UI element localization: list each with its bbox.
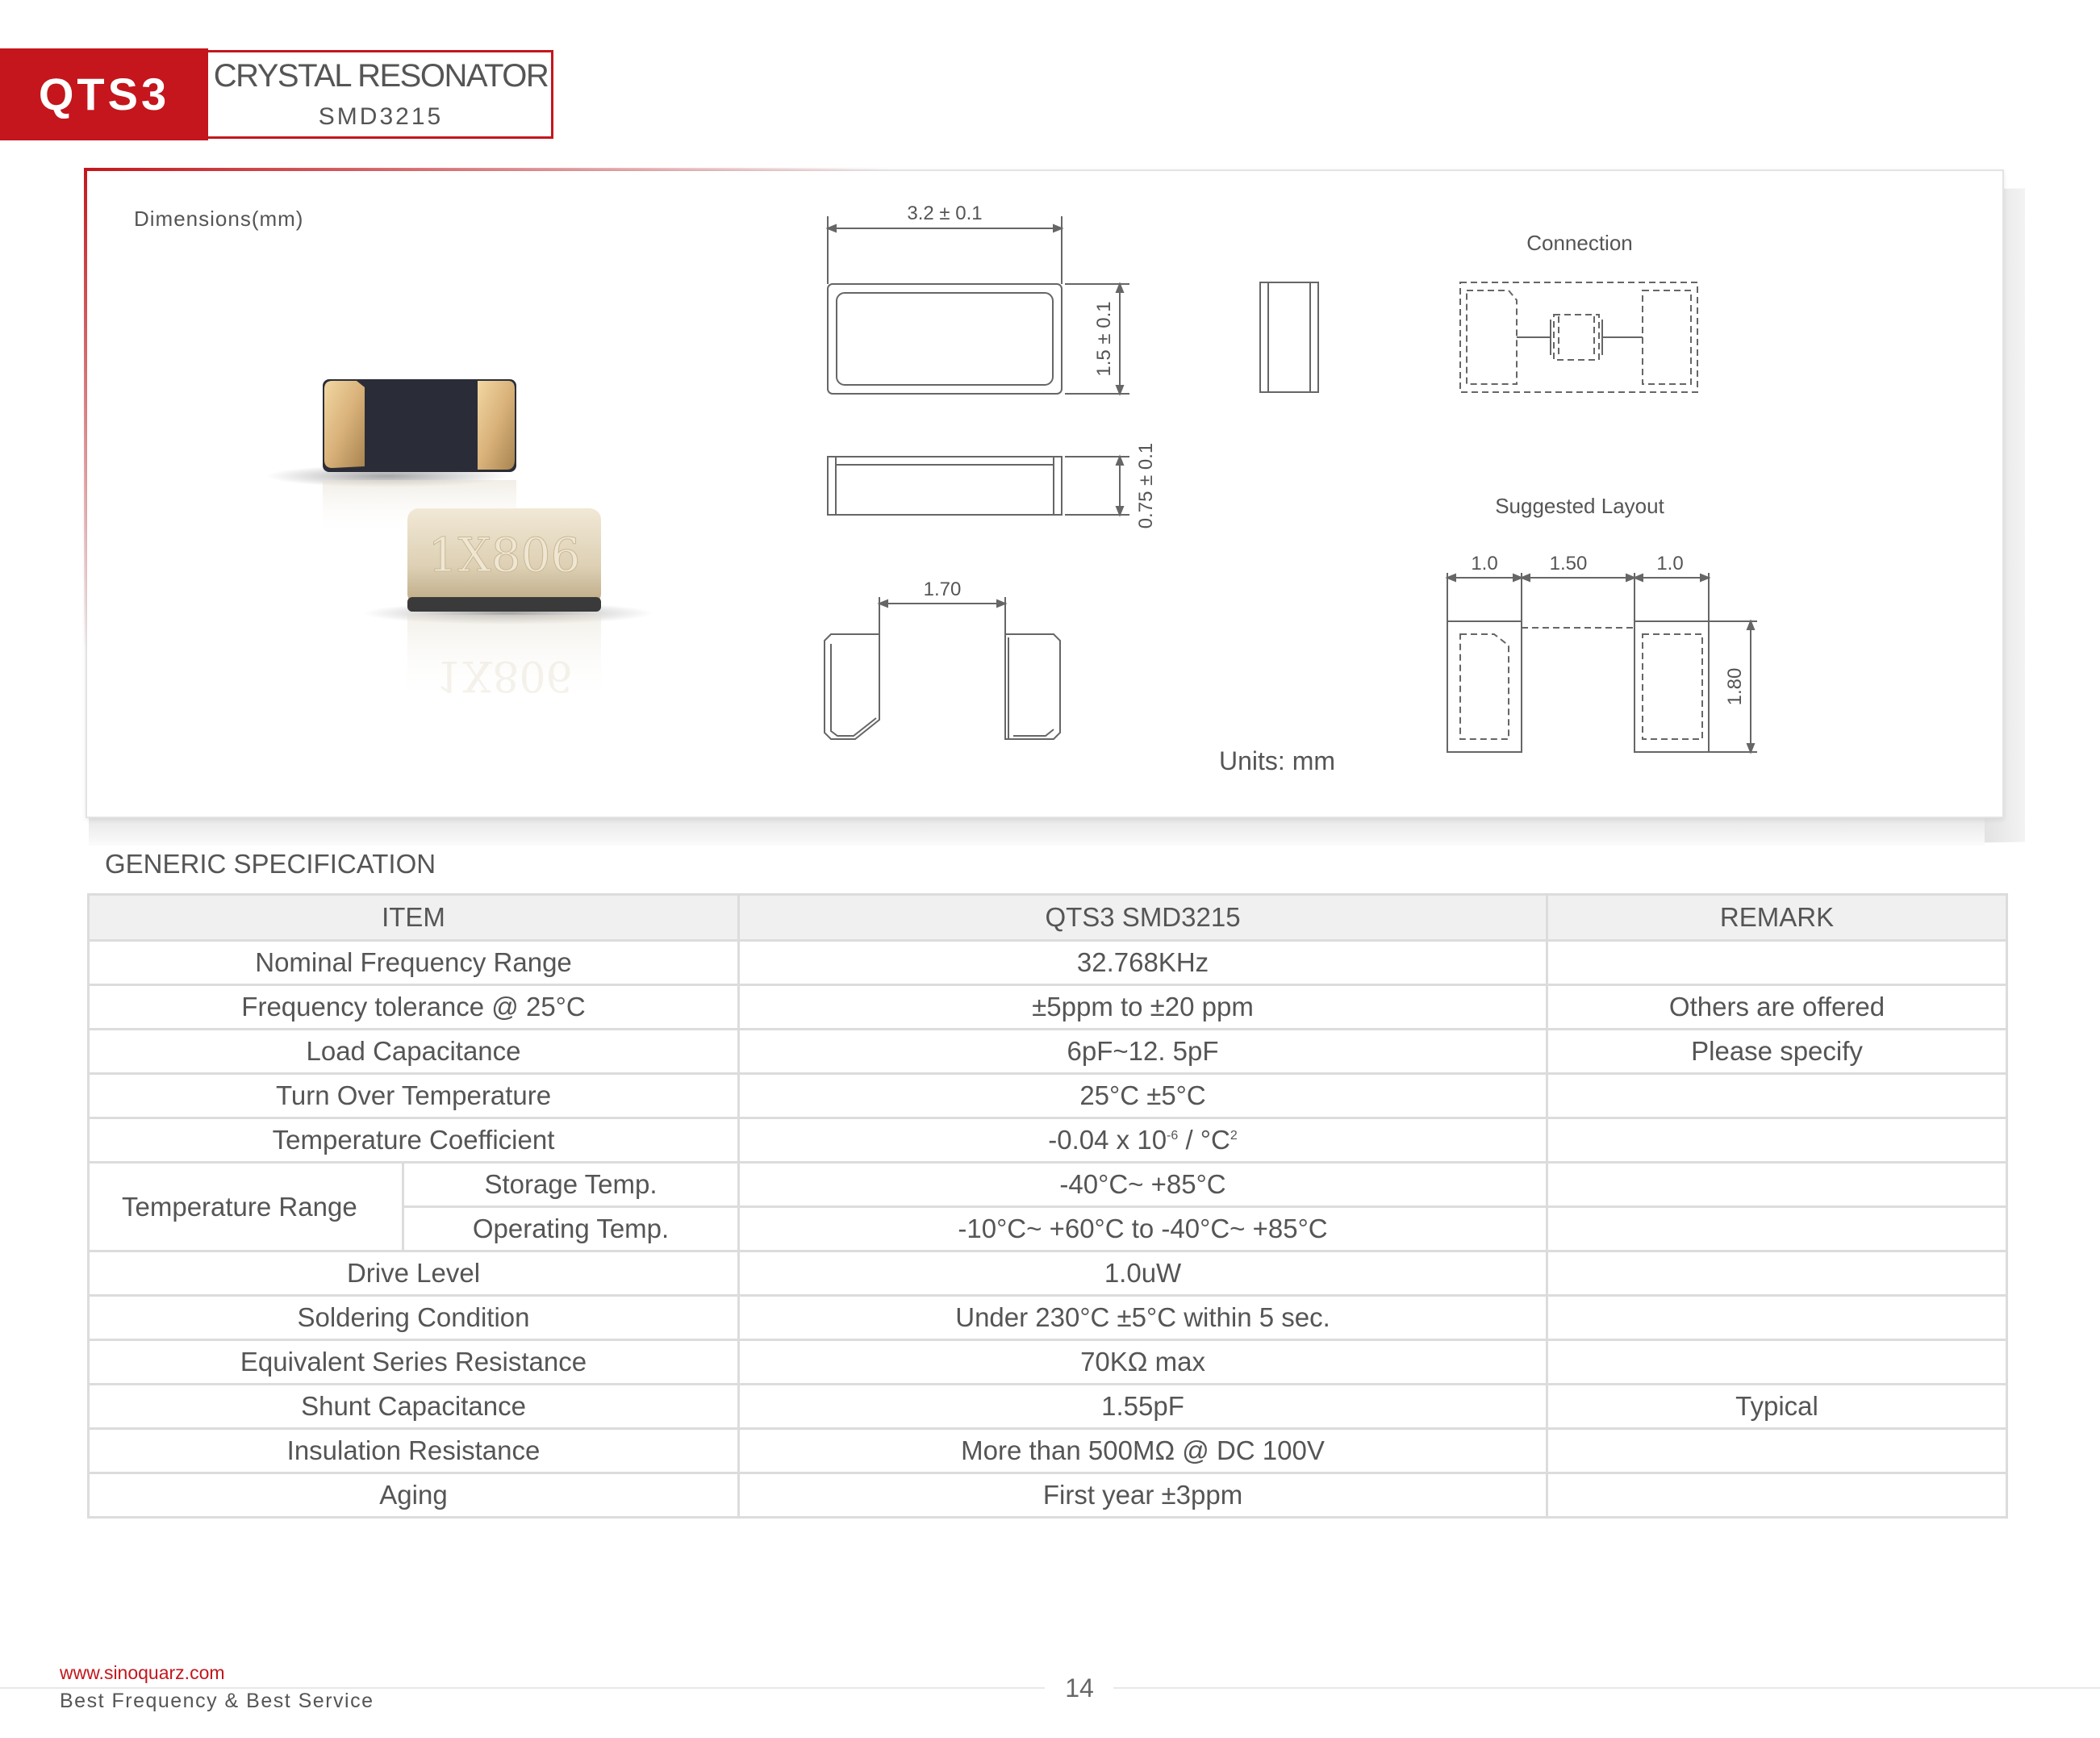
sub-item-cell: Operating Temp. — [403, 1207, 739, 1251]
item-cell: Frequency tolerance @ 25°C — [89, 985, 739, 1030]
value-cell: 32.768KHz — [739, 941, 1547, 985]
remark-cell — [1547, 1296, 2007, 1340]
remark-cell: Please specify — [1547, 1030, 2007, 1074]
remark-cell — [1547, 1473, 2007, 1518]
value-cell: 1.55pF — [739, 1385, 1547, 1429]
item-cell: Aging — [89, 1473, 739, 1518]
item-cell: Drive Level — [89, 1251, 739, 1296]
height-dim: 0.75 ± 0.1 — [1135, 442, 1157, 529]
remark-cell: Others are offered — [1547, 985, 2007, 1030]
value-cell: 1.0uW — [739, 1251, 1547, 1296]
layout-height-dim: 1.80 — [1724, 667, 1746, 706]
table-row — [89, 1118, 2007, 1163]
length-dim: 3.2 ± 0.1 — [907, 203, 983, 224]
width-dim: 1.5 ± 0.1 — [1093, 301, 1115, 377]
remark-cell — [1547, 1251, 2007, 1296]
website-link[interactable]: www.sinoquarz.com — [60, 1662, 225, 1683]
value-cell: More than 500MΩ @ DC 100V — [739, 1429, 1547, 1473]
item-cell: Equivalent Series Resistance — [89, 1340, 739, 1385]
model-code: QTS3 — [38, 69, 170, 119]
sub-item-cell: Storage Temp. — [403, 1163, 739, 1207]
table-row — [89, 1340, 2007, 1385]
column-header-item: ITEM — [89, 895, 739, 941]
value-cell: First year ±3ppm — [739, 1473, 1547, 1518]
item-cell: Insulation Resistance — [89, 1429, 739, 1473]
table-row — [89, 941, 2007, 985]
column-header-model: QTS3 SMD3215 — [739, 895, 1547, 941]
value-exponent: -6 — [1167, 1129, 1179, 1143]
part-marking: 1X806 — [428, 528, 581, 583]
value-cell: 70KΩ max — [739, 1340, 1547, 1385]
table-row — [89, 1030, 2007, 1074]
value-exponent-2: 2 — [1230, 1129, 1238, 1143]
spec-heading: GENERIC SPECIFICATION — [105, 849, 436, 879]
layout-gap-dim: 1.50 — [1549, 553, 1588, 574]
remark-cell — [1547, 1207, 2007, 1251]
page-number: 14 — [1065, 1673, 1094, 1702]
value-cell: -40°C~ +85°C — [739, 1163, 1547, 1207]
table-row — [89, 985, 2007, 1030]
remark-cell — [1547, 941, 2007, 985]
table-row — [89, 1296, 2007, 1340]
spec-table — [87, 893, 2008, 1519]
value-cell: Under 230°C ±5°C within 5 sec. — [739, 1296, 1547, 1340]
remark-cell — [1547, 1074, 2007, 1118]
part-marking-reflection: 1X806 — [436, 651, 573, 700]
item-cell: Soldering Condition — [89, 1296, 739, 1340]
remark-cell — [1547, 1340, 2007, 1385]
item-cell: Load Capacitance — [89, 1030, 739, 1074]
dimension-drawings — [0, 0, 2100, 839]
layout-title: Suggested Layout — [1495, 494, 1664, 518]
layout-pad-left-dim: 1.0 — [1471, 553, 1498, 574]
table-row — [89, 1429, 2007, 1473]
table-row — [89, 1385, 2007, 1429]
dimensions-label: Dimensions(mm) — [134, 207, 304, 231]
connection-title: Connection — [1526, 231, 1633, 255]
remark-cell — [1547, 1163, 2007, 1207]
pad-gap-dim: 1.70 — [923, 579, 962, 600]
value-cell: 6pF~12. 5pF — [739, 1030, 1547, 1074]
layout-pad-right-dim: 1.0 — [1656, 553, 1684, 574]
value-cell — [739, 1118, 1547, 1163]
product-package: SMD3215 — [318, 103, 444, 130]
item-cell: Nominal Frequency Range — [89, 941, 739, 985]
footer-divider — [0, 1687, 1045, 1689]
item-cell: Shunt Capacitance — [89, 1385, 739, 1429]
remark-cell — [1547, 1118, 2007, 1163]
value-cell: 25°C ±5°C — [739, 1074, 1547, 1118]
value-unit: / °C — [1178, 1125, 1230, 1155]
item-cell-temperature-range: Temperature Range — [89, 1163, 403, 1251]
table-header-row — [89, 895, 2007, 941]
table-row — [89, 1251, 2007, 1296]
table-row — [89, 1074, 2007, 1118]
table-row — [89, 1473, 2007, 1518]
product-title: CRYSTAL RESONATOR — [213, 58, 549, 94]
remark-cell: Typical — [1547, 1385, 2007, 1429]
units-note: Units: mm — [1219, 746, 1335, 775]
table-row — [89, 1163, 2007, 1207]
footer-divider-right — [1113, 1687, 2100, 1689]
item-cell: Turn Over Temperature — [89, 1074, 739, 1118]
slogan: Best Frequency & Best Service — [60, 1690, 374, 1712]
remark-cell — [1547, 1429, 2007, 1473]
column-header-remark: REMARK — [1547, 895, 2007, 941]
value-prefix: -0.04 x 10 — [1048, 1125, 1167, 1155]
value-cell: -10°C~ +60°C to -40°C~ +85°C — [739, 1207, 1547, 1251]
value-cell: ±5ppm to ±20 ppm — [739, 985, 1547, 1030]
item-cell: Temperature Coefficient — [89, 1118, 739, 1163]
